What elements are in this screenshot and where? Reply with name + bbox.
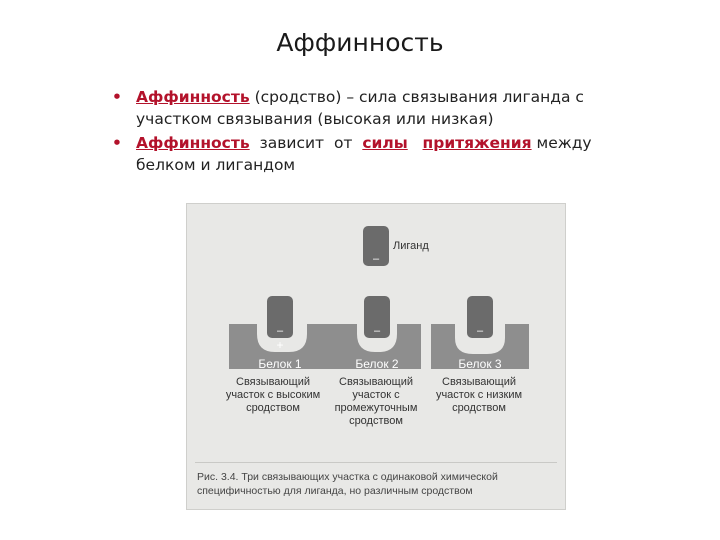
caption-divider: [195, 462, 557, 463]
ligand-label: Лиганд: [393, 240, 429, 252]
protein-1-name: Белок 1: [258, 357, 302, 371]
keyword-attraction: притяжения: [422, 134, 532, 152]
protein-2-name: Белок 2: [355, 357, 399, 371]
protein-3-desc: Связывающий участок с низким сродством: [435, 376, 523, 414]
bullet-item: [112, 86, 612, 130]
bullet-marker: •: [112, 88, 122, 106]
bullet-text: (сродство) – сила связывания лиганда с участком связывания (высокая или низкая): [136, 88, 584, 128]
figure-caption: Рис. 3.4. Три связывающих участка с одинаковой химической специфичностью для лиганда, но различным сродством: [197, 471, 498, 497]
slide-title: Аффинность: [276, 28, 444, 57]
protein-2-desc: Связывающий участок с промежуточным сродством: [334, 376, 418, 427]
ligand-3-minus: –: [476, 325, 484, 337]
protein-3-name: Белок 3: [458, 357, 502, 371]
keyword-forces: силы: [362, 134, 408, 152]
bullet-gap: [408, 134, 423, 152]
keyword: Аффинность: [136, 88, 250, 106]
bullet-marker: •: [112, 134, 122, 152]
bullet-text: зависит от: [249, 134, 363, 152]
keyword: Аффинность: [136, 134, 250, 152]
bullet-text: между белком и лигандом: [136, 134, 592, 174]
ligand-2-minus: –: [373, 325, 381, 337]
affinity-figure: [186, 203, 566, 510]
bullet-list: [112, 86, 612, 178]
protein-1-plus: +: [276, 338, 284, 352]
free-ligand-minus: –: [372, 253, 380, 265]
ligand-1-minus: –: [276, 325, 284, 337]
protein-1-desc: Связывающий участок с высоким сродством: [225, 376, 321, 414]
bullet-item: [112, 132, 612, 176]
